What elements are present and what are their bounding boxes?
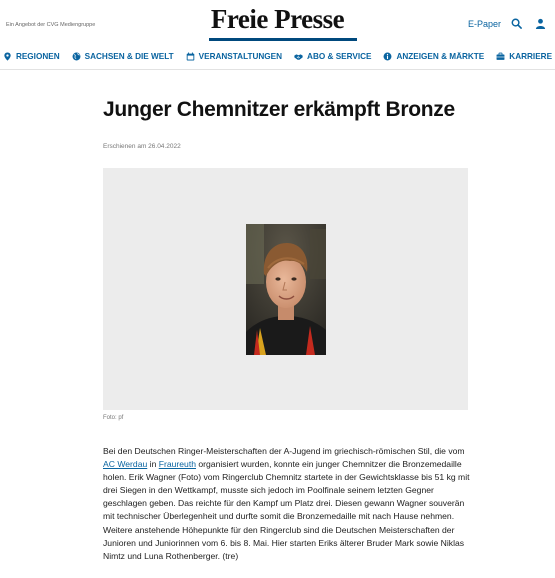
main-navigation — [0, 44, 555, 70]
location-pin-icon — [3, 52, 12, 61]
body-text-part1: Bei den Deutschen Ringer-Meisterschaften der A-Jugend im griechisch-römischen Stil, die vom — [103, 446, 465, 456]
article-body — [103, 445, 473, 563]
briefcase-icon — [496, 52, 505, 61]
handshake-icon — [294, 52, 303, 61]
body-text-part3: organisiert wurden, konnte ein junger Chemnitzer die Bronzemedaille holen. Erik Wagner (Foto) vom Ringerclub Chemnitz startete in der Gewichtsklasse bis 51 kg mit drei Siegen in den Wettkampf, musste sich jedoch im Poolfinale seinem letzten Gegner geschlagen geben. Das reichte für den Kampf um Platz drei. Diesen gewann Wagner souverän mit technischer Überlegenheit und durfte somit die Bronzemedaille mit nach Hause nehmen. Weitere anstehende Höhepunkte für den Ringerclub sind die Deutschen Meisterschaften der Junioren und Juniorinnen vom 6. bis 8. Mai. Hier starten Eriks älterer Bruder Mark sowie Niklas Nimtz und Luna Rothenberger. (tre) — [103, 459, 470, 561]
site-header — [0, 0, 555, 44]
search-icon[interactable] — [509, 16, 523, 30]
article-photo-container — [103, 168, 468, 410]
publish-date: Erschienen am 26.04.2022 — [103, 143, 181, 150]
calendar-icon — [186, 52, 195, 61]
nav-item-label: REGIONEN — [15, 52, 60, 61]
ac-werdau-link[interactable]: AC Werdau — [103, 459, 148, 470]
nav-item-label: KARRIERE — [509, 52, 553, 61]
nav-item-veranstaltungen[interactable] — [186, 52, 282, 61]
user-icon[interactable] — [533, 16, 547, 30]
header-tagline: Ein Angebot der CVG Mediengruppe — [6, 22, 96, 28]
fraureuth-link[interactable]: Fraureuth — [158, 459, 196, 470]
site-logo[interactable]: Freie Presse — [210, 4, 345, 34]
nav-item-label: ABO & SERVICE — [307, 52, 372, 61]
logo-underline — [209, 38, 357, 41]
body-text-part2: in — [147, 459, 159, 470]
epaper-link[interactable]: E-Paper — [468, 19, 502, 29]
nav-item-karriere[interactable] — [496, 52, 552, 61]
photo-caption: Foto: pf — [103, 415, 124, 421]
nav-item-sachsen-welt[interactable] — [72, 52, 174, 61]
nav-item-label: SACHSEN & DIE WELT — [84, 52, 174, 61]
nav-item-abo-service[interactable] — [294, 52, 371, 61]
nav-item-anzeigen-maerkte[interactable] — [383, 52, 484, 61]
nav-item-label: ANZEIGEN & MÄRKTE — [396, 52, 485, 61]
info-icon — [383, 52, 392, 61]
article-title: Junger Chemnitzer erkämpft Bronze — [103, 98, 455, 121]
article-portrait-photo[interactable] — [246, 224, 326, 355]
globe-icon — [72, 52, 81, 61]
nav-item-regionen[interactable] — [3, 52, 60, 61]
nav-item-label: VERANSTALTUNGEN — [198, 52, 283, 61]
